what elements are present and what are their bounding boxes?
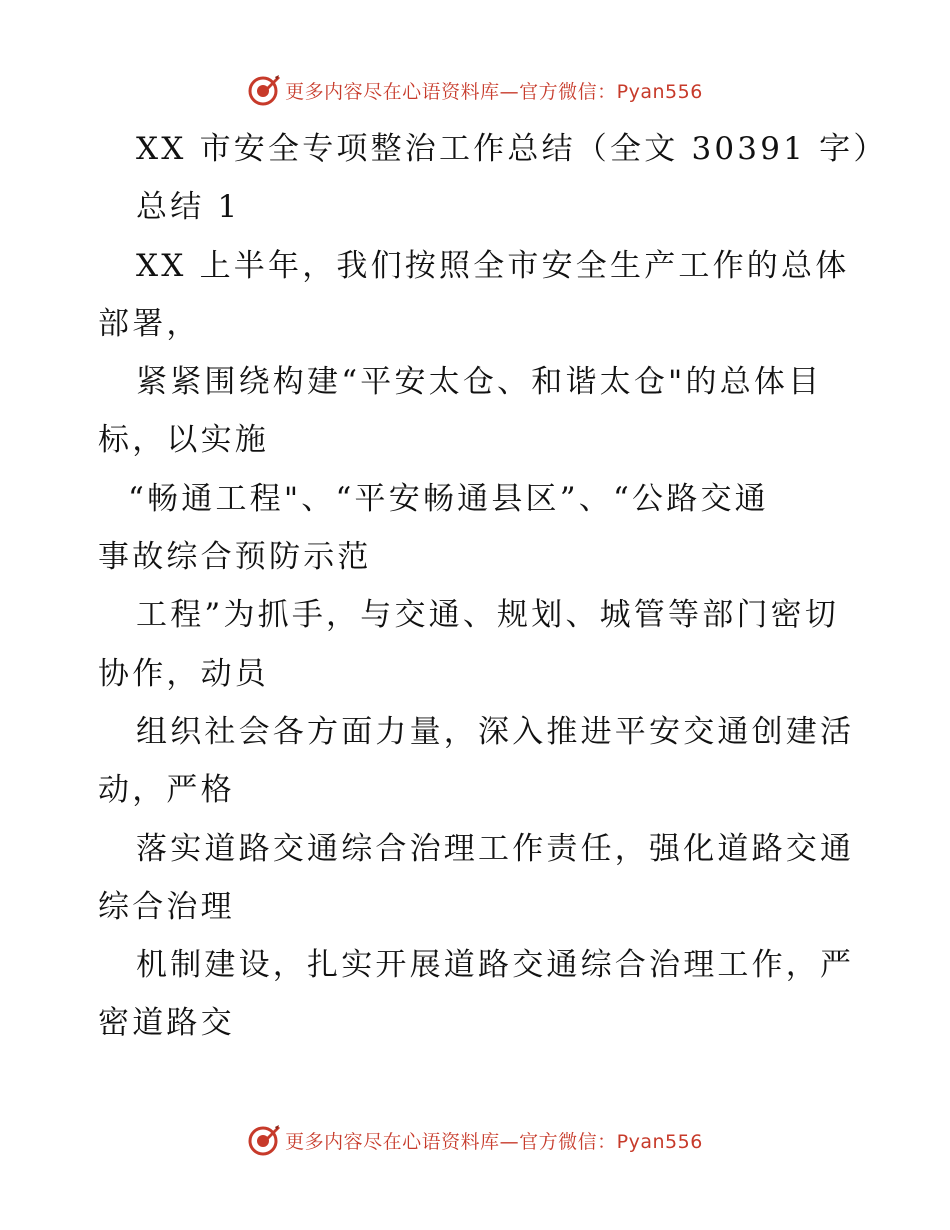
paragraph-line: 工程”为抓手，与交通、规划、城管等部门密切 <box>136 597 840 634</box>
paragraph-line: 机制建设，扎实开展道路交通综合治理工作，严 <box>136 947 855 984</box>
watermark-separator: — <box>499 80 520 103</box>
paragraph-line: 标，以实施 <box>98 422 269 459</box>
header-watermark <box>0 70 950 110</box>
paragraph-line: “畅通工程"、“平安畅通县区”、“公路交通 <box>128 480 769 517</box>
watermark-text <box>285 1127 703 1154</box>
paragraph-line: 紧紧围绕构建“平安太仓、和谐太仓"的总体目 <box>136 364 823 401</box>
section-heading: 总结 1 <box>136 189 241 226</box>
paragraph-line: 动，严格 <box>98 772 235 809</box>
watermark-main-text: 更多内容尽在心语资料库 <box>285 1130 500 1153</box>
watermark-main-text: 更多内容尽在心语资料库 <box>285 80 500 103</box>
paragraph-line: 落实道路交通综合治理工作责任，强化道路交通 <box>136 830 855 867</box>
logo-icon <box>247 1123 281 1157</box>
paragraph-line: 事故综合预防示范 <box>98 539 372 576</box>
paragraph-line: 部署， <box>98 305 201 342</box>
watermark-wechat-text: 官方微信：Pyan556 <box>519 1130 703 1153</box>
watermark-text <box>285 77 703 104</box>
watermark-wechat-text: 官方微信：Pyan556 <box>519 80 703 103</box>
document-title: XX 市安全专项整治工作总结（全文 30391 字） <box>136 131 888 167</box>
paragraph-line: 密道路交 <box>98 1005 235 1042</box>
document-body <box>98 120 888 1053</box>
paragraph-line: 组织社会各方面力量，深入推进平安交通创建活 <box>136 713 855 750</box>
paragraph-line: 综合治理 <box>98 888 235 925</box>
paragraph-line: 协作，动员 <box>98 655 269 692</box>
watermark-separator: — <box>499 1130 520 1153</box>
paragraph-line: XX 上半年，我们按照全市安全生产工作的总体 <box>136 247 850 284</box>
footer-watermark <box>0 1120 950 1160</box>
logo-icon <box>247 73 281 107</box>
